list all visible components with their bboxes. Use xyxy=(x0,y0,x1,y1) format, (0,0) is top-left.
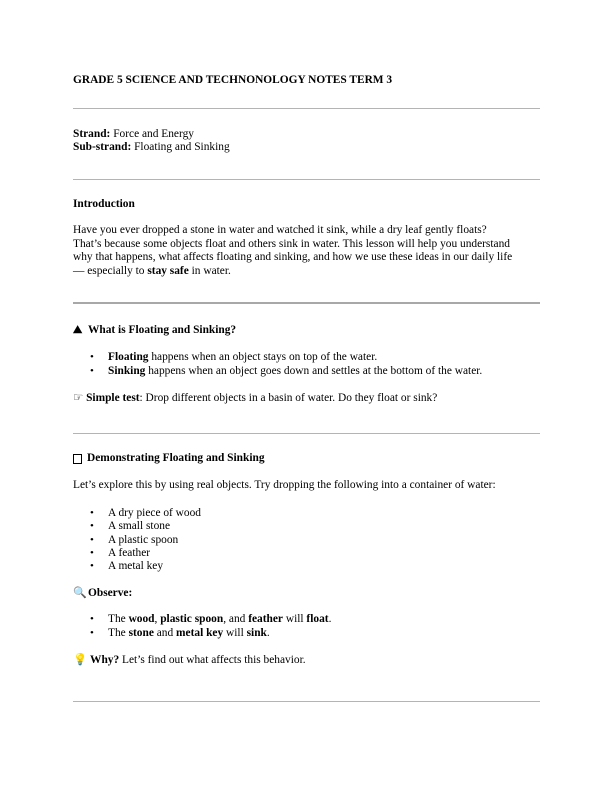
text: will xyxy=(223,626,247,639)
intro-line xyxy=(73,265,540,278)
placeholder-box-icon xyxy=(73,454,82,464)
text: . xyxy=(266,626,270,639)
observe-heading-text: Observe: xyxy=(88,586,133,599)
introduction-heading: Introduction xyxy=(73,198,135,210)
text: , and xyxy=(223,613,249,626)
divider xyxy=(73,108,540,109)
list-item xyxy=(73,627,540,640)
list-item xyxy=(73,351,540,364)
substrand-value: Floating and Sinking xyxy=(131,141,230,154)
intro-text: in water. xyxy=(188,264,231,277)
floating-sinking-section xyxy=(73,324,540,406)
emphasis: sink xyxy=(246,626,267,639)
emphasis: feather xyxy=(248,613,283,626)
mountain-icon: ⛰ xyxy=(73,324,83,336)
introduction-section xyxy=(73,198,540,278)
text: . xyxy=(328,613,332,626)
intro-text: — especially to xyxy=(73,264,148,277)
term: Floating xyxy=(108,351,149,364)
document-title: GRADE 5 SCIENCE AND TECHNONOLOGY NOTES TERM 3 xyxy=(73,74,393,86)
text: will xyxy=(283,613,307,626)
intro-emphasis: stay safe xyxy=(147,264,189,277)
emphasis: plastic spoon xyxy=(160,613,224,626)
list-item xyxy=(73,365,540,378)
definition-list xyxy=(73,351,540,378)
divider xyxy=(73,701,540,702)
emphasis: float xyxy=(306,613,329,626)
section-heading-text: Demonstrating Floating and Sinking xyxy=(87,452,265,464)
intro-line: Have you ever dropped a stone in water and watched it sink, while a dry leaf gently floats? xyxy=(73,224,487,237)
strand-info xyxy=(73,128,540,155)
why-text: Let’s find out what affects this behavior. xyxy=(119,654,306,667)
list-item: • A plastic spoon xyxy=(73,534,540,547)
emphasis: metal key xyxy=(176,626,224,639)
strand-label: Strand: xyxy=(73,128,111,140)
divider xyxy=(73,433,540,434)
substrand-label: Sub-strand: xyxy=(73,141,132,154)
text: and xyxy=(153,626,177,639)
demonstration-intro: Let’s explore this by using real objects. Try dropping the following into a container of water: xyxy=(73,479,496,492)
list-item xyxy=(73,613,540,626)
lightbulb-icon: 💡 xyxy=(73,654,88,667)
strand-value: Force and Energy xyxy=(110,128,194,140)
observe-heading xyxy=(73,587,540,600)
definition: happens when an object stays on top of the water. xyxy=(148,351,378,364)
term: Sinking xyxy=(108,364,146,377)
emphasis: stone xyxy=(128,626,154,639)
list-item: • A feather xyxy=(73,547,540,560)
simple-test-text: : Drop different objects in a basin of water. Do they float or sink? xyxy=(139,392,438,405)
definition: happens when an object goes down and settles at the bottom of the water. xyxy=(145,364,483,377)
intro-line: That’s because some objects float and others sink in water. This lesson will help you understand xyxy=(73,237,510,250)
simple-test-label: Simple test xyxy=(86,392,140,405)
simple-test-line xyxy=(73,392,540,405)
why-label: Why? xyxy=(90,654,120,667)
observation-list xyxy=(73,613,540,640)
list-item: • A metal key xyxy=(73,560,540,573)
substrand-line xyxy=(73,141,540,154)
divider xyxy=(73,302,540,304)
section-heading-text: What is Floating and Sinking? xyxy=(88,324,237,336)
magnifier-icon: 🔍 xyxy=(73,586,87,599)
list-item: • A small stone xyxy=(73,520,540,533)
divider xyxy=(73,179,540,180)
demonstration-section xyxy=(73,452,540,667)
why-line xyxy=(73,654,540,667)
section-heading xyxy=(73,324,540,337)
text: The xyxy=(108,626,129,639)
objects-list xyxy=(73,507,540,574)
pointing-hand-icon: ☞ xyxy=(73,392,84,405)
text: The xyxy=(108,613,129,626)
intro-line: why that happens, what affects floating and sinking, and how we use these ideas in our daily life xyxy=(73,251,513,264)
section-heading xyxy=(73,452,540,465)
list-item: • A dry piece of wood xyxy=(73,507,540,520)
text: , xyxy=(154,613,161,626)
strand-line xyxy=(73,128,540,141)
emphasis: wood xyxy=(128,613,155,626)
